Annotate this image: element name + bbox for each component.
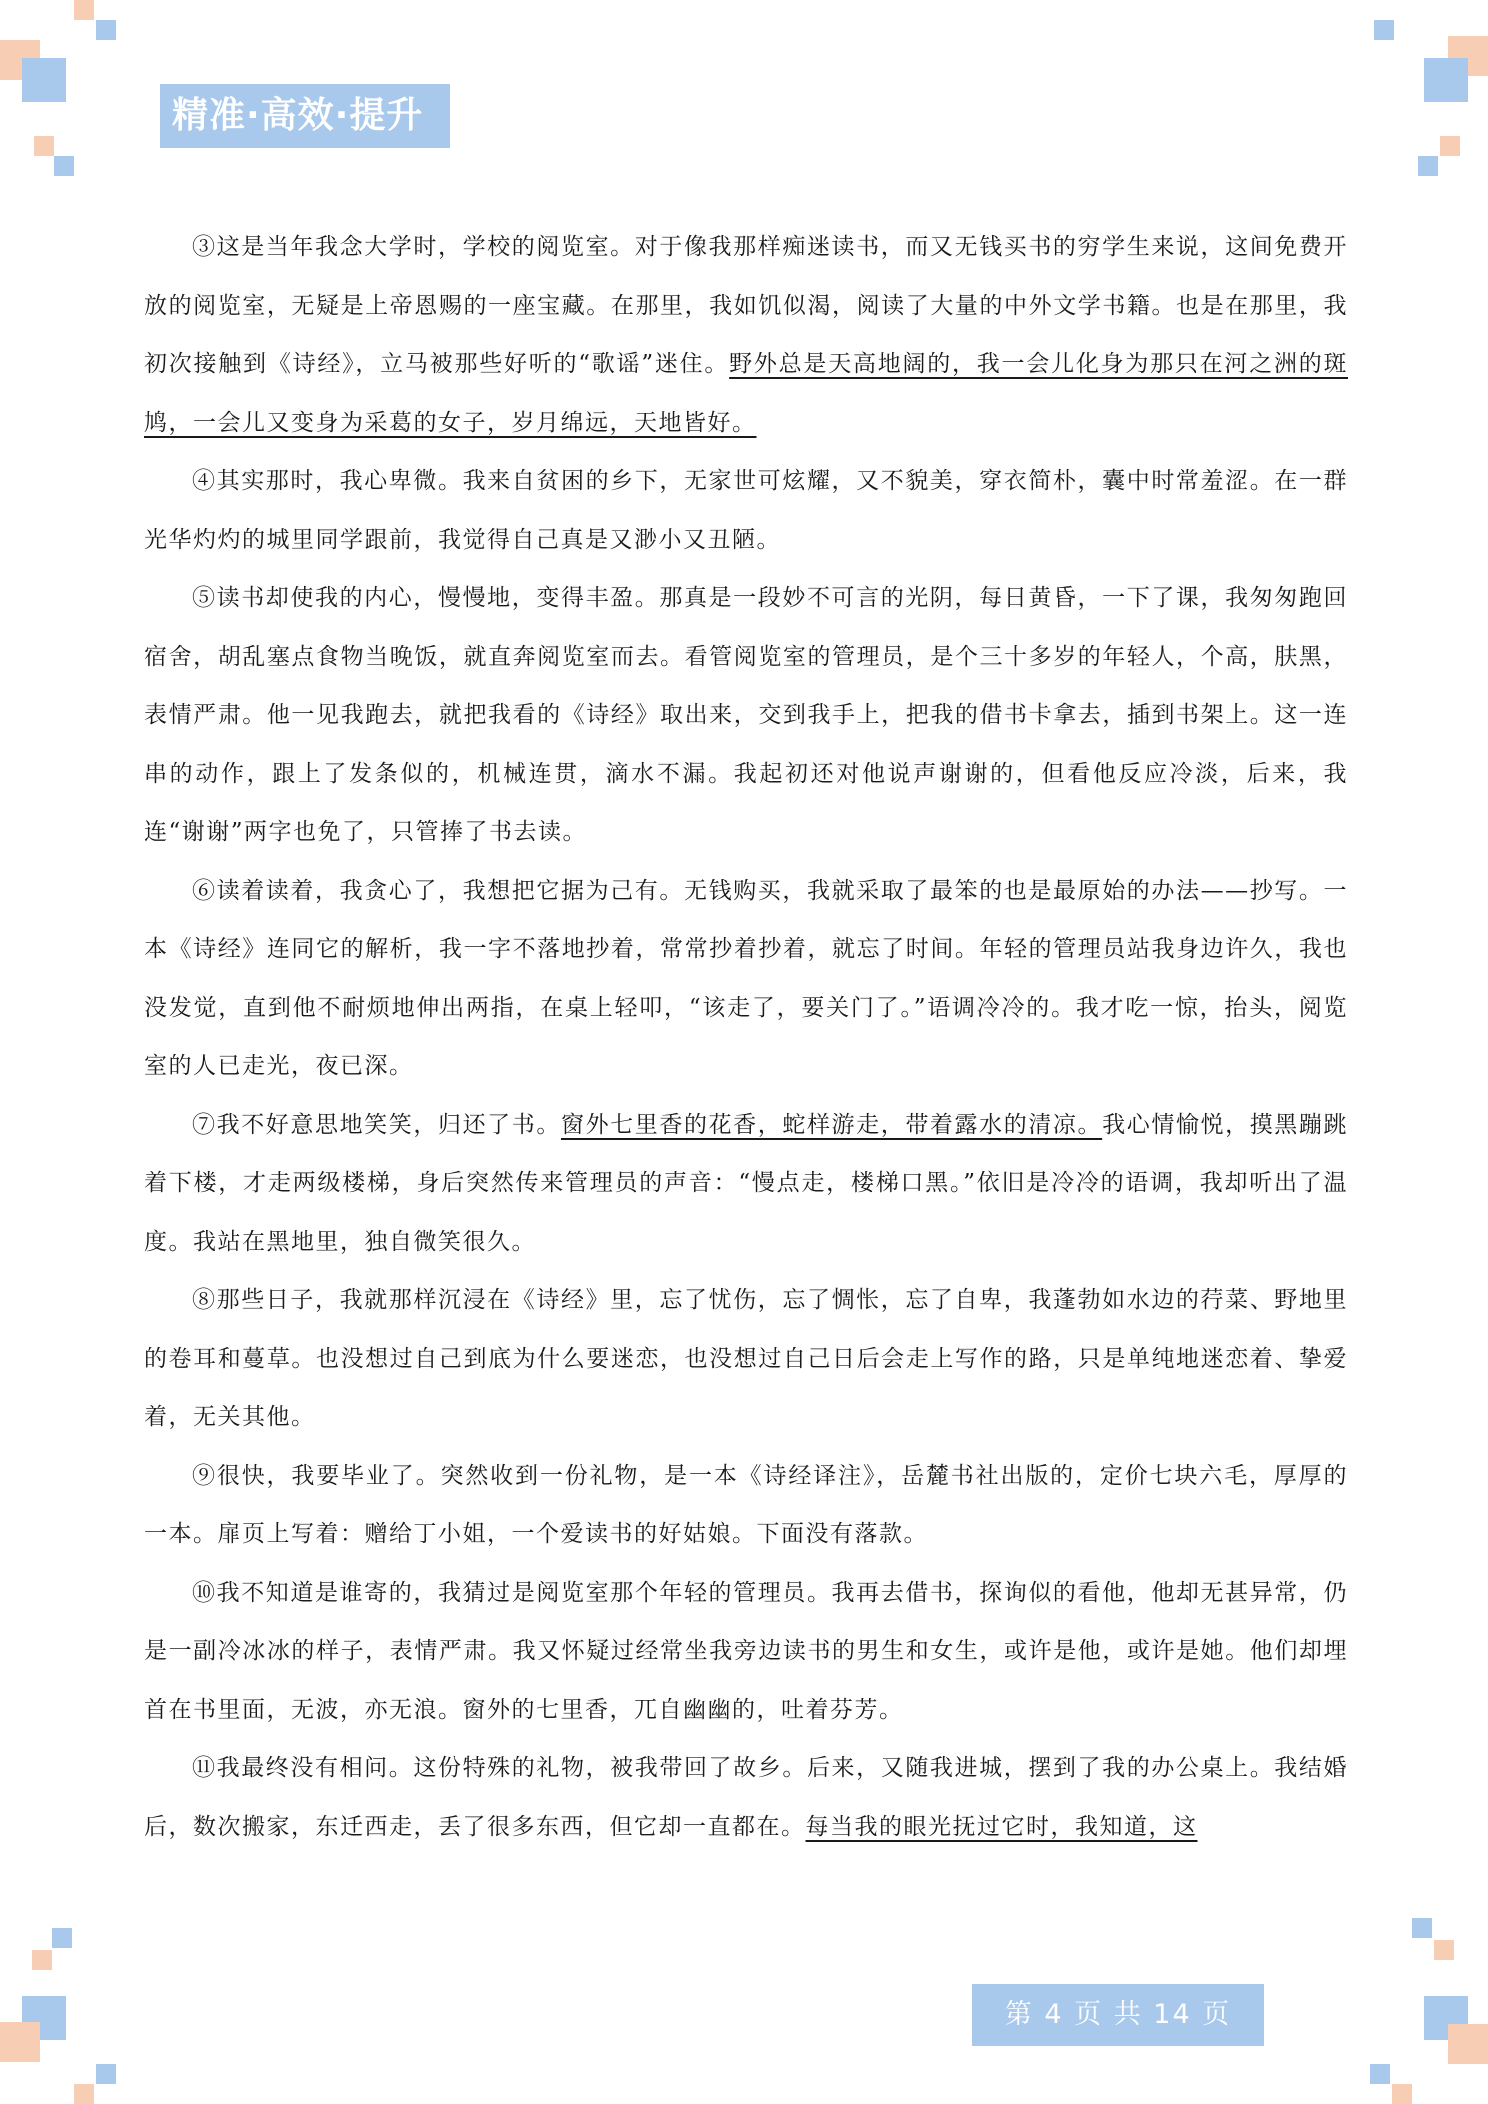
- paragraph-7: ⑦我不好意思地笑笑，归还了书。窗外七里香的花香，蛇样游走，带着露水的清凉。我心情愉悦，摸黑蹦跳着下楼，才走两级楼梯，身后突然传来管理员的声音：“慢点走，楼梯口黑。”依旧是冷冷的语调，我却听出了温度。我站在黑地里，独自微笑很久。: [144, 1111, 1349, 1255]
- decor-square: [1392, 2084, 1412, 2104]
- decor-square: [34, 136, 54, 156]
- paragraph-10: ⑩我不知道是谁寄的，我猜过是阅览室那个年轻的管理员。我再去借书，探询似的看他，他却无甚异常，仍是一副冷冰冰的样子，表情严肃。我又怀疑过经常坐我旁边读书的男生和女生，或许是他，或许是她。他们却埋首在书里面，无波，亦无浪。窗外的七里香，兀自幽幽的，吐着芬芳。: [144, 1579, 1348, 1723]
- paragraph-5: ⑤读书却使我的内心，慢慢地，变得丰盈。那真是一段妙不可言的光阴，每日黄昏，一下了课，我匆匆跑回宿舍，胡乱塞点食物当晚饭，就直奔阅览室而去。看管阅览室的管理员，是个三十多岁的年轻人，个高，肤黑，表情严肃。他一见我跑去，就把我看的《诗经》取出来，交到我手上，把我的借书卡拿去，插到书架上。这一连串的动作，跟上了发条似的，机械连贯，滴水不漏。我起初还对他说声谢谢的，但看他反应冷淡，后来，我连“谢谢”两字也免了，只管捧了书去读。: [144, 585, 1348, 845]
- paragraph-11: ⑪我最终没有相问。这份特殊的礼物，被我带回了故乡。后来，又随我进城，摆到了我的办公桌上。我结婚后，数次搬家，东迁西走，丢了很多东西，但它却一直都在。每当我的眼光抚过它时，我知道，这: [144, 1755, 1348, 1840]
- decor-square: [1440, 136, 1460, 156]
- decor-square: [1448, 2024, 1488, 2064]
- decor-square: [96, 20, 116, 40]
- paragraph-8: ⑧那些日子，我就那样沉浸在《诗经》里，忘了忧伤，忘了惆怅，忘了自卑，我蓬勃如水边的荇菜、野地里的卷耳和蔓草。也没想过自己到底为什么要迷恋，也没想过自己日后会走上写作的路，只是单纯地迷恋着、挚爱着，无关其他。: [144, 1287, 1348, 1430]
- decor-square: [1370, 2064, 1390, 2084]
- decor-square: [1418, 156, 1438, 176]
- paragraph-9: ⑨很快，我要毕业了。突然收到一份礼物，是一本《诗经译注》，岳麓书社出版的，定价七块六毛，厚厚的一本。扉页上写着：赠给丁小姐，一个爱读书的好姑娘。下面没有落款。: [144, 1462, 1348, 1547]
- decor-square: [54, 156, 74, 176]
- paragraph-3: ③这是当年我念大学时，学校的阅览室。对于像我那样痴迷读书，而又无钱买书的穷学生来说，这间免费开放的阅览室，无疑是上帝恩赐的一座宝藏。在那里，我如饥似渴，阅读了大量的中外文学书籍。也是在那里，我初次接触到《诗经》，立马被那些好听的“歌谣”迷住。野外总是天高地阔的，我一会儿化身为那只在河之洲的斑鸠，一会儿又变身为采葛的女子，岁月绵远，天地皆好。: [144, 234, 1348, 436]
- underlined-sentence: 窗外七里香的花香，蛇样游走，带着露水的清凉。: [560, 1111, 1103, 1138]
- decor-square: [74, 0, 94, 20]
- page-number: 第 4 页 共 14 页: [972, 1984, 1264, 2046]
- decor-square: [52, 1928, 72, 1948]
- decor-square: [32, 1950, 52, 1970]
- header-badge: 精准·高效·提升: [160, 84, 450, 148]
- paragraph-4: ④其实那时，我心卑微。我来自贫困的乡下，无家世可炫耀，又不貌美，穿衣简朴，囊中时常羞涩。在一群光华灼灼的城里同学跟前，我觉得自己真是又渺小又丑陋。: [144, 468, 1348, 553]
- decor-square: [1434, 1940, 1454, 1960]
- article-body: [144, 218, 1348, 1856]
- decor-square: [1374, 20, 1394, 40]
- decor-square: [96, 2064, 116, 2084]
- decor-square: [22, 58, 66, 102]
- decor-square: [0, 2022, 40, 2062]
- underlined-sentence: 每当我的眼光抚过它时，我知道，这: [805, 1813, 1198, 1840]
- underlined-sentence: 野外总是天高地阔的，我一会儿化身为那只在河之洲的斑鸠，一会儿又变身为采葛的女子，岁月绵远，天地皆好。: [144, 351, 1348, 436]
- decor-square: [1424, 58, 1468, 102]
- paragraph-6: ⑥读着读着，我贪心了，我想把它据为己有。无钱购买，我就采取了最笨的也是最原始的办法——抄写。一本《诗经》连同它的解析，我一字不落地抄着，常常抄着抄着，就忘了时间。年轻的管理员站我身边许久，我也没发觉，直到他不耐烦地伸出两指，在桌上轻叩，“该走了，要关门了。”语调冷冷的。我才吃一惊，抬头，阅览室的人已走光，夜已深。: [144, 877, 1348, 1079]
- decor-square: [74, 2084, 94, 2104]
- decor-square: [1412, 1918, 1432, 1938]
